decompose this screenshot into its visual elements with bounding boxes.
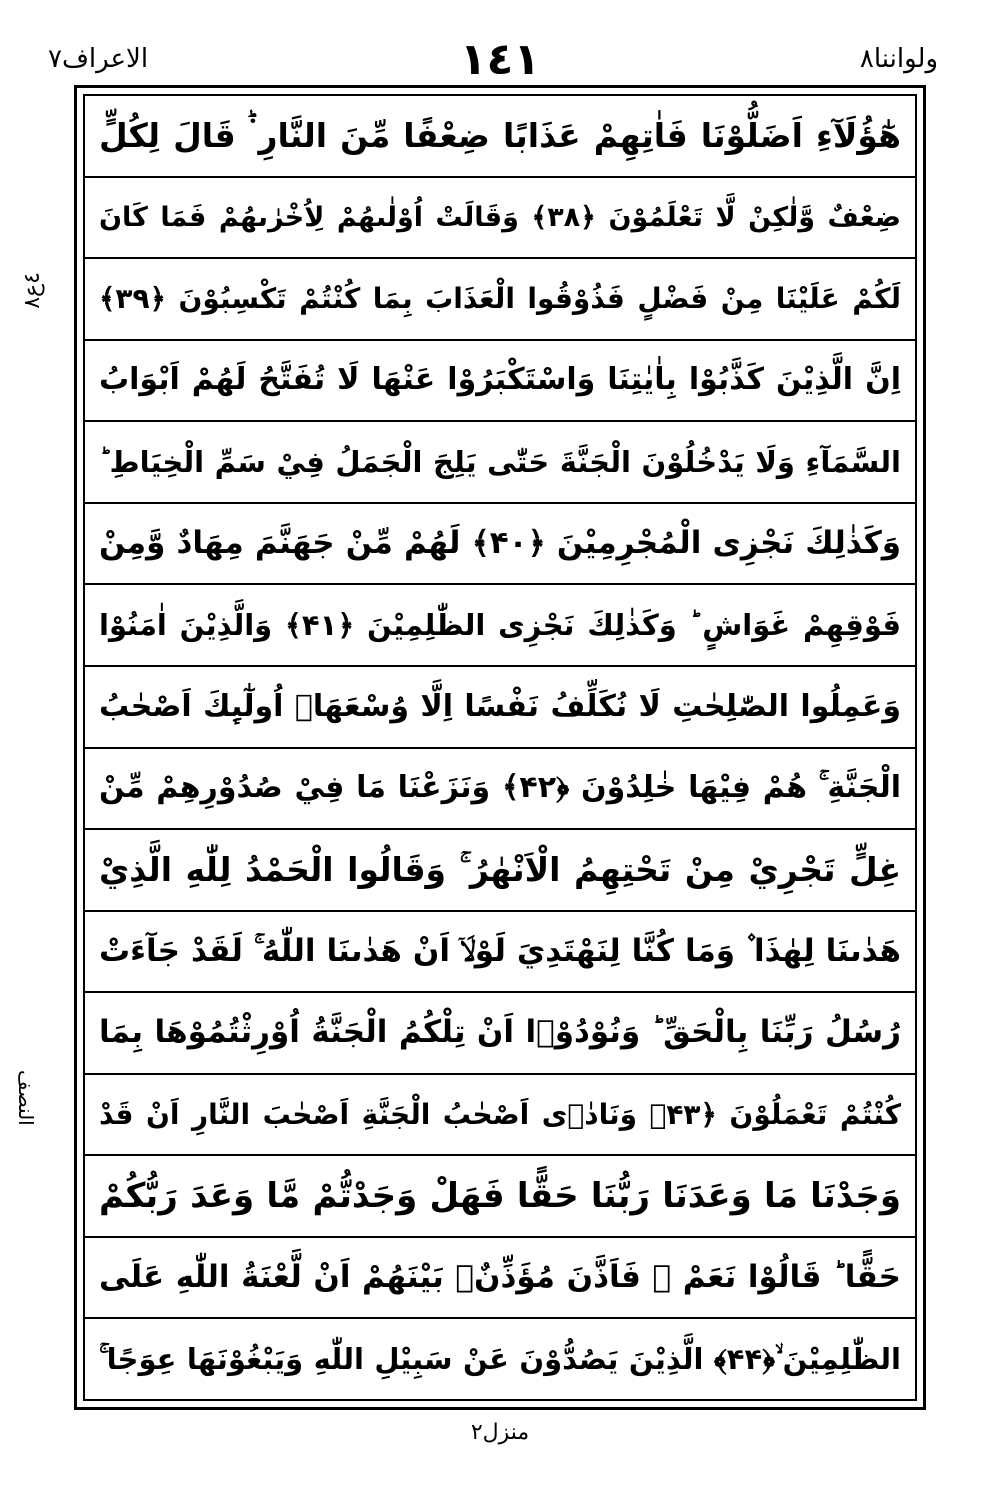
text-line <box>85 1319 915 1399</box>
line-text: اِنَّ الَّذِيْنَ كَذَّبُوْا بِاٰيٰتِنَا وَاسْتَكْبَرُوْا عَنْهَا لَا تُفَتَّحُ لَهُمْ اَبْوَابُ <box>99 362 901 398</box>
page-number: ١٤١ <box>459 34 541 85</box>
line-text: السَّمَآءِ وَلَا يَدْخُلُوْنَ الْجَنَّةَ حَتّٰى يَلِجَ الْجَمَلُ فِيْ سَمِّ الْخِيَاطِ ؕ <box>99 444 901 479</box>
text-line <box>85 1238 915 1320</box>
text-line <box>85 830 915 912</box>
ruku-marker: ٤ع٨ <box>20 272 45 309</box>
text-line <box>85 96 915 178</box>
surah-name: الاعراف٧ <box>48 44 149 74</box>
line-text: هٰٓؤُلَآءِ اَضَلُّوْنَا فَاٰتِهِمْ عَذَابًا ضِعْفًا مِّنَ النَّارِ ۬ؕ قَالَ لِكُلٍّ <box>99 116 901 156</box>
text-line <box>85 1075 915 1157</box>
manzil-side-note: النصف <box>14 1070 38 1126</box>
line-text: ضِعْفٌ وَّلٰكِنْ لَّا تَعْلَمُوْنَ ﴿۳۸﴾ وَقَالَتْ اُوْلٰىهُمْ لِاُخْرٰىهُمْ فَمَا كَانَ <box>99 201 901 233</box>
text-line <box>85 912 915 994</box>
line-text: وَكَذٰلِكَ نَجْزِى الْمُجْرِمِيْنَ ﴿۴۰﴾ لَهُمْ مِّنْ جَهَنَّمَ مِهَادٌ وَّمِنْ <box>99 525 902 562</box>
text-line <box>85 504 915 586</box>
text-line <box>85 585 915 667</box>
line-text: فَوْقِهِمْ غَوَاشٍ ؕ وَكَذٰلِكَ نَجْزِى الظّٰلِمِيْنَ ﴿۴۱﴾ وَالَّذِيْنَ اٰمَنُوْا <box>99 607 901 642</box>
manzil-footer: منزل٢ <box>470 1420 530 1445</box>
para-name: ولواننا٨ <box>859 44 938 74</box>
line-text: غِلٍّ تَجْرِيْ مِنْ تَحْتِهِمُ الْاَنْهٰرُ ۚ وَقَالُوا الْحَمْدُ لِلّٰهِ الَّذِيْ <box>99 850 901 890</box>
line-text: لَكُمْ عَلَيْنَا مِنْ فَضْلٍ فَذُوْقُوا الْعَذَابَ بِمَا كُنْتُمْ تَكْسِبُوْنَ ﴿۳۹﴾ <box>99 281 901 315</box>
text-line <box>85 341 915 423</box>
line-text: رُسُلُ رَبِّنَا بِالْحَقِّ ؕ وَنُوْدُوْۤا اَنْ تِلْكُمُ الْجَنَّةُ اُوْرِثْتُمُوْهَا بِمَا <box>99 1014 901 1051</box>
line-text: الظّٰلِمِيْنَ ۙ﴿۴۴﴾ الَّذِيْنَ يَصُدُّوْنَ عَنْ سَبِيْلِ اللّٰهِ وَيَبْغُوْنَهَا عِوَجًا ۚ <box>99 1341 901 1376</box>
text-line <box>85 422 915 504</box>
line-text: كُنْتُمْ تَعْمَلُوْنَ ﴿۴۳﴾ وَنَادٰۤى اَصْحٰبُ الْجَنَّةِ اَصْحٰبَ النَّارِ اَنْ قَدْ <box>99 1097 901 1131</box>
text-line <box>85 993 915 1075</box>
line-text: هَدٰىنَا لِهٰذَا ۫ وَمَا كُنَّا لِنَهْتَدِيَ لَوْلَاۤ اَنْ هَدٰىنَا اللّٰهُ ۚ لَقَدْ جَآءَتْ <box>99 932 901 969</box>
line-text: الْجَنَّةِ ۚ هُمْ فِيْهَا خٰلِدُوْنَ ﴿۴۲﴾ وَنَزَعْنَا مَا فِيْ صُدُوْرِهِمْ مِّنْ <box>99 770 901 806</box>
text-line <box>85 178 915 260</box>
line-text: حَقًّا ؕ قَالُوْا نَعَمْ ۚ فَاَذَّنَ مُؤَذِّنٌۢ بَيْنَهُمْ اَنْ لَّعْنَةُ اللّٰهِ عَلَى <box>99 1259 901 1296</box>
line-text: وَعَمِلُوا الصّٰلِحٰتِ لَا نُكَلِّفُ نَفْسًا اِلَّا وُسْعَهَاۤ اُولٰٓىِٕكَ اَصْحٰبُ <box>99 688 901 724</box>
text-line <box>85 259 915 341</box>
text-line <box>85 749 915 831</box>
line-text: وَجَدْنَا مَا وَعَدَنَا رَبُّنَا حَقًّا فَهَلْ وَجَدْتُّمْ مَّا وَعَدَ رَبُّكُمْ <box>99 1176 901 1217</box>
page-frame <box>74 85 926 1410</box>
text-block <box>83 94 917 1401</box>
text-line <box>85 1156 915 1238</box>
text-line <box>85 667 915 749</box>
